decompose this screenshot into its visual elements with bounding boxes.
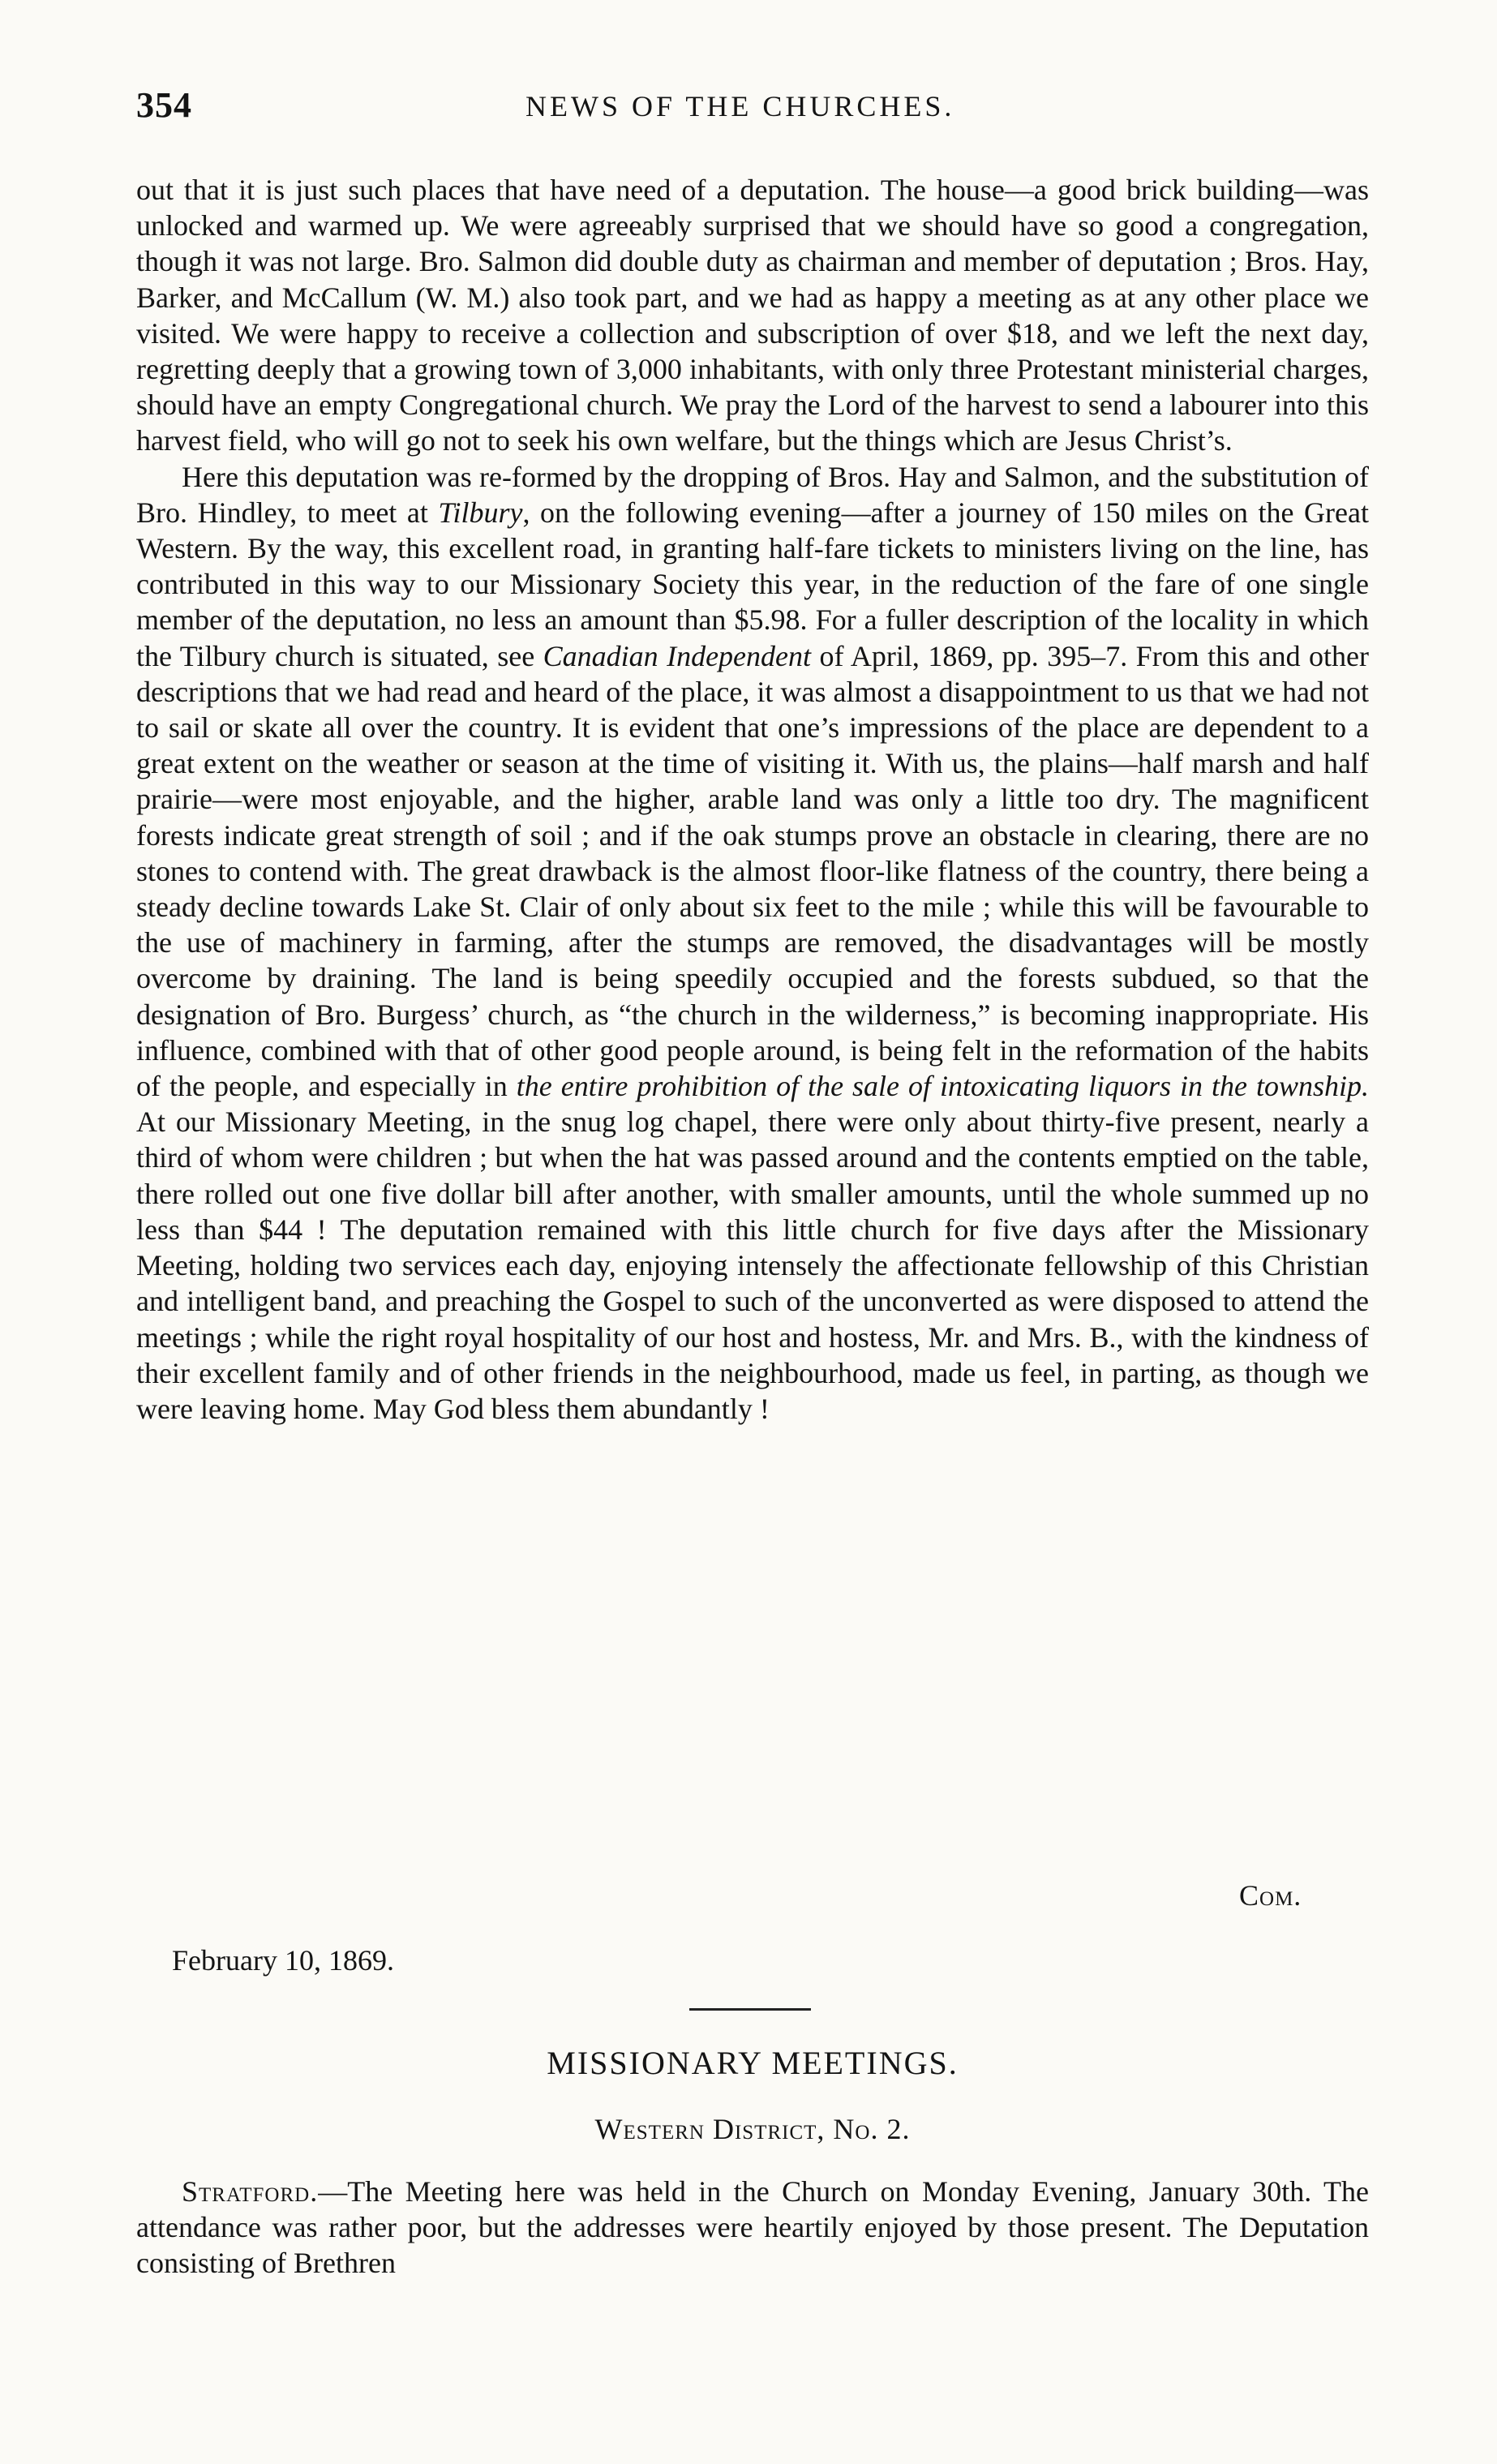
publication-title: Canadian Independent [543,639,812,672]
article-body [136,172,1369,1427]
section-divider [689,2008,811,2011]
meeting-entry [136,2174,1369,2282]
page-number: 354 [136,85,192,125]
entry-place-lead: Stratford. [182,2175,319,2208]
paragraph-2-text-a: Here this deputation was re-formed by the dropping of Bros. Hay and Salmon, and the substitution of Bro. Hindley, to meet at [136,460,1369,529]
section-subheading: Western District, No. 2. [594,2113,911,2145]
paragraph-2-text-b: , on the following evening—after a journey of 150 miles on the Great Western. By the way, this excellent road, in granting half-fare tickets to ministers living on the line, has contributed in this way to our Missionary Society this year, in the reduction of the fare of one single member of the deputation, no less an amount than $5.98. For a fuller description of the locality in which the Tilbury church is situated, see [136,496,1369,672]
signature: Com. [1239,1879,1302,1912]
running-head [136,84,1409,133]
section-heading: MISSIONARY MEETINGS. [547,2045,959,2081]
paragraph-2-text-c: of April, 1869, pp. 395–7. From this and other descriptions that we had read and heard of the place, it was almost a disappointment to us that we had not to sail or skate all over the country. It is evident that one’s impressions of the place are dependent to a great extent on the weather or season at the time of visiting it. With us, the plains—half marsh and half prairie—were most enjoyable, and the higher, arable land was only a little too dry. The magnificent forests indicate great strength of soil ; and if the oak stumps prove an obstacle in clearing, there are no stones to contend with. The great drawback is the almost floor-like flatness of the country, there being a steady decline towards Lake St. Clair of only about six feet to the mile ; while this will be favourable to the use of machinery in farming, after the stumps are removed, the disadvantages will be mostly overcome by draining. The land is being speedily occupied and the forests subdued, so that the designation of Bro. Burgess’ church, as “the church in the wilderness,” is becoming inappropriate. His influence, combined with that of other good people around, is being felt in the reformation of the habits of the people, and especially in [136,639,1369,1103]
dateline: February 10, 1869. [172,1944,394,1977]
paragraph-1: out that it is just such places that have need of a deputation. The house—a good brick building—was unlocked and warmed up. We were agreeably surprised that we should have so good a congregation, though it was not large. Bro. Salmon did double duty as chairman and member of deputation ; Bros. Hay, Barker, and McCallum (W. M.) also took part, and we had as happy a meeting as at any other place we visited. We were happy to receive a collection and subscription of over $18, and we left the next day, regretting deeply that a growing town of 3,000 inhabitants, with only three Protestant ministerial charges, should have an empty Congregational church. We pray the Lord of the harvest to send a labourer into this harvest field, who will go not to seek his own welfare, but the things which are Jesus Christ’s. [136,174,1369,457]
paragraph-2-text-d: At our Missionary Meeting, in the snug log chapel, there were only about thirty-five present, nearly a third of whom were children ; but when the hat was passed around and the contents emptied on the table, there rolled out one five dollar bill after another, with smaller amounts, until the whole summed up no less than $44 ! The deputation remained with this little church for five days after the Missionary Meeting, holding two services each day, enjoying intensely the affectionate fellowship of this Christian and intelligent band, and preaching the Gospel to such of the unconverted as were disposed to attend the meetings ; while the right royal hospitality of our host and hostess, Mr. and Mrs. B., with the kindness of their excellent family and of other friends in the neighbourhood, made us feel, in parting, as though we were leaving home. May God bless them abundantly ! [136,1105,1369,1425]
emphasized-passage: the entire prohibition of the sale of intoxicating liquors in the township. [516,1070,1369,1103]
place-name-tilbury: Tilbury [438,496,523,529]
entry-text: —The Meeting here was held in the Church on Monday Evening, January 30th. The attendance was rather poor, but the addresses were heartily enjoyed by those present. The Deputation consisting of Brethren [136,2175,1369,2280]
running-title: NEWS OF THE CHURCHES. [525,90,955,122]
paragraph-2 [136,459,1369,1427]
